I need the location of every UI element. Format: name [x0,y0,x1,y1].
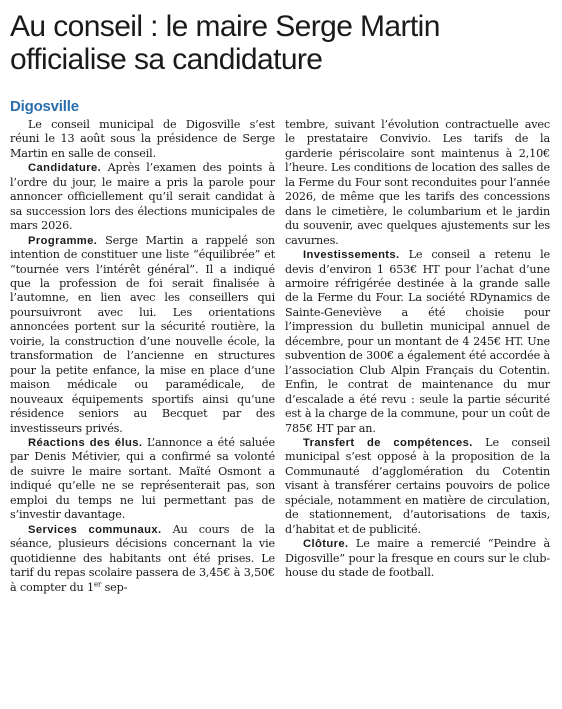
text-candidature: Après l’examen des points à l’ordre du jour, le maire a pris la parole pour annoncer officiellement qu’il serait candidat à sa succession lors des élections municipales de mars 2026. [10,161,275,233]
text-investissements: Le conseil a retenu le devis d’environ 1 653€ HT pour l’achat d’une armoire réfrigérée destinée à la grande salle de la Ferme du Four. La société RDynamics de Sainte-Geneviève a été choisie pour l’impression du bulletin municipal annuel de décembre, pour un montant de 4 245€ HT. Une subvention de 300€ a également été accordée à l’association Club Alpin Français du Cotentin. Enfin, le contrat de maintenance du mur d’escalade a été revu : seule la partie sécurité est à la charge de la commune, pour un coût de 785€ HT par an. [285,248,551,435]
paragraph-investissements [285,248,550,436]
paragraph-cloture [285,537,550,580]
article-body [10,118,550,595]
intro-paragraph: Le conseil municipal de Digosville s’est réuni le 13 août sous la présidence de Serge Martin en salle de conseil. [10,118,275,160]
lead-reactions: Réactions des élus. [28,436,143,449]
text-cloture: Le maire a remercié “Peindre à Digosville” pour la fresque en cours sur le club-house du stade de football. [285,537,550,580]
lead-services: Services communaux. [28,523,162,536]
paragraph-reactions [10,436,275,523]
text-programme: Serge Martin a rappelé son intention de constituer une liste “équilibrée” et “tournée vers l’intérêt général”. Il a indiqué que la profession de foi serait finalisée à l’automne, en lien avec les conseillers qui poursuivront avec lui. Les orientations annoncées portent sur la sécurité routière, la voirie, la construction d’une nouvelle école, la transformation de l’ancienne en structures pour la petite enfance, la mise en place d’une maison médicale ou paramédicale, de nouveaux équipements sportifs ainsi qu’une résidence seniors au Becquet par des investisseurs privés. [10,233,275,435]
text-reactions: L’annonce a été saluée par Denis Métivier, qui a confirmé sa volonté de suivre le maire sortant. Maïté Osmont a indiqué qu’elle ne se représenterait pas, son emploi du temps ne lui permettant pas de s’investir davantage. [10,435,276,522]
headline: Au conseil : le maire Serge Martin officialise sa candidature [10,10,440,76]
lead-transfert: Transfert de compétences. [303,436,473,449]
text-transfert: Le conseil municipal s’est opposé à la proposition de la Communauté d’agglomération du Cotentin visant à transférer certains pouvoirs de police spéciale, notamment en matière de circulation, de stationnement, d’autorisations de taxis, d’habitat et de publicité. [285,435,550,536]
lead-cloture: Clôture. [303,538,349,551]
paragraph-candidature [10,161,275,233]
lead-programme: Programme. [28,234,98,247]
paragraph-transfert [285,436,550,537]
text-services: Au cours de la séance, plusieurs décisions concernant la vie quotidienne des habitants ont été prises. Le tarif du repas scolaire passera de 3,45€ à 3,50€ à compter du 1 [10,522,275,594]
lead-investissements: Investissements. [303,249,400,262]
lead-candidature: Candidature. [28,162,102,175]
paragraph-services [10,523,275,595]
superscript-er: er [93,579,102,588]
paragraph-programme [10,234,275,436]
column-right [285,118,550,595]
location-label: Digosville [10,98,79,115]
text-services-end: sep- [101,580,128,594]
column-left [10,118,275,595]
paragraph-services-continued: tembre, suivant l’évolution contractuelle avec le prestataire Convivio. Les tarifs de la garderie périscolaire sont maintenus à 2,10€ l’heure. Les conditions de location des salles de la Ferme du Four sont reconduites pour l’année 2026, de même que les tarifs des concessions dans le cimetière, le columbarium et le jardin du souvenir, avec quelques ajustements sur les cavurnes. [285,118,550,247]
